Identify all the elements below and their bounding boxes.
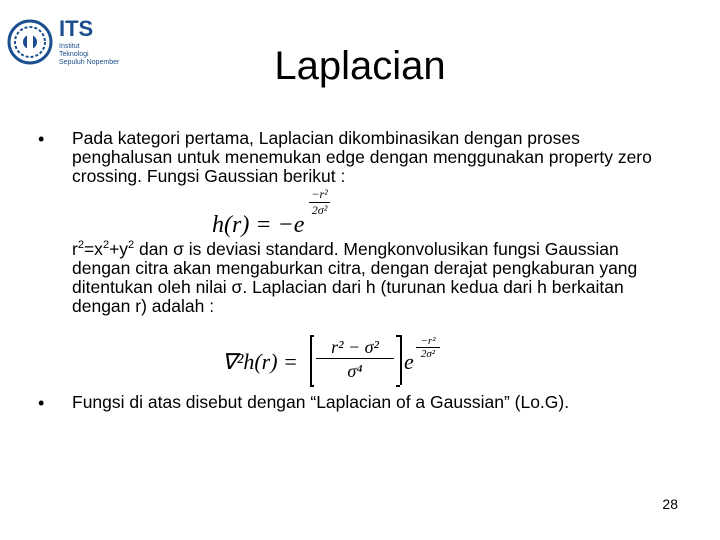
- p2-rest: dan σ is deviasi standard. Mengkonvolusikan fungsi Gaussian dengan citra akan mengaburkan citra, dengan derajat pengkaburan yang ditentukan oleh nilai σ. Laplacian dari h (turunan kedua dari h berkaitan dengan r) adalah :: [72, 239, 638, 316]
- bullet-1-marker: •: [38, 129, 45, 149]
- eq2-exp-numerator: −r²: [416, 335, 440, 348]
- eq1-lhs: h(r) = −e: [212, 212, 305, 238]
- eq2-denominator: σ⁴: [347, 361, 363, 381]
- eq2-numerator: r² − σ²: [316, 337, 394, 359]
- paragraph-2: [72, 240, 672, 316]
- p2-plus: +y: [109, 239, 129, 259]
- slide-title: Laplacian: [274, 44, 446, 88]
- bullet-2-marker: •: [38, 393, 45, 413]
- logo-brand: ITS: [59, 16, 94, 41]
- bullet-2-text: Fungsi di atas disebut dengan “Laplacian of a Gaussian” (Lo.G).: [72, 392, 570, 412]
- logo-line-3: Sepuluh Nopember: [59, 59, 120, 66]
- p2-exp1: 2: [77, 239, 84, 252]
- p2-exp3: 2: [128, 239, 135, 252]
- eq2-bracket-caps-right: [396, 335, 400, 387]
- eq1-exp-denominator: 2σ²: [311, 202, 328, 217]
- eq2-bracket-caps: [310, 335, 314, 387]
- page-number: 28: [662, 496, 678, 512]
- logo-line-2: Teknologi: [59, 51, 89, 58]
- p2-exp2: 2: [102, 239, 110, 252]
- eq2-lhs: ∇²h(r) =: [222, 349, 298, 374]
- gaussian-equation: [212, 186, 330, 238]
- eq2-exp-denominator: 2σ²: [420, 348, 436, 360]
- eq2-e: e: [404, 349, 414, 374]
- logo-line-1: Institut: [59, 43, 80, 50]
- p2-eq1: =x: [83, 239, 103, 259]
- p2-r: r: [72, 239, 78, 259]
- eq1-exp-numerator: −r²: [311, 186, 328, 201]
- bullet-1-text: Pada kategori pertama, Laplacian dikombinasikan dengan proses penghalusan untuk menemukan edge dengan menggunakan property zero crossing. Fungsi Gaussian berikut :: [72, 128, 652, 186]
